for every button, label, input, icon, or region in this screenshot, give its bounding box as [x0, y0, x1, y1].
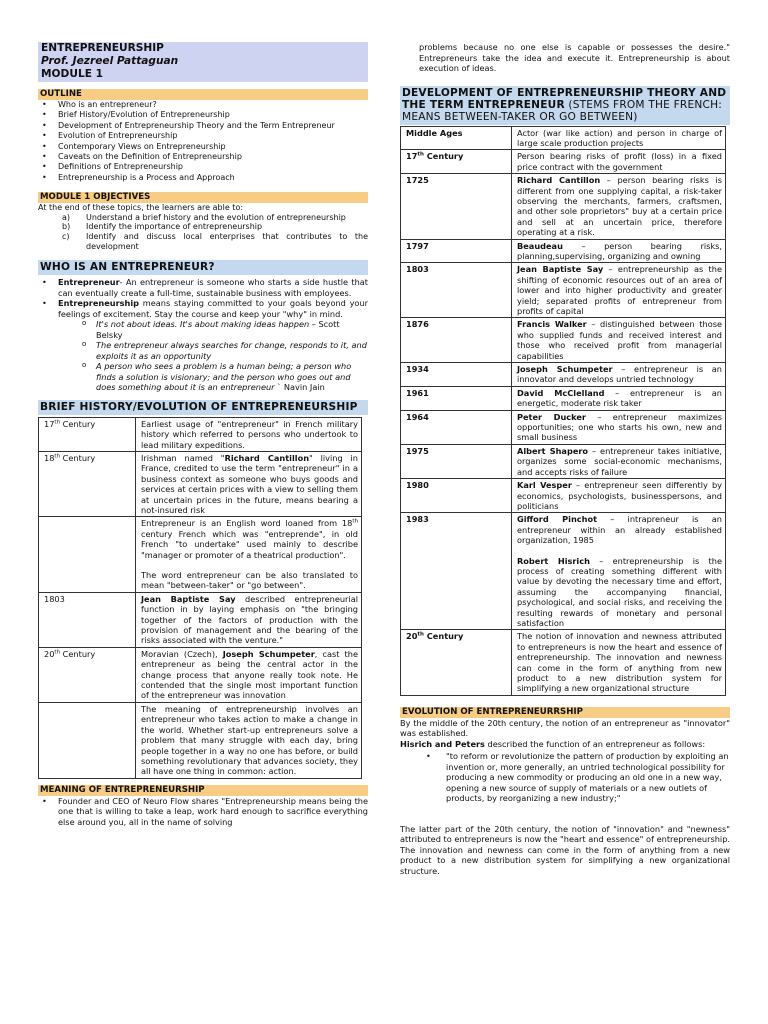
period-label: 1934 [406, 364, 429, 375]
outline-list [38, 100, 368, 183]
table-cell [401, 513, 512, 630]
quote-author: ` Navin Jain [274, 382, 325, 393]
table-row [39, 647, 362, 702]
history-section [38, 400, 368, 779]
objective-text: Identify and discuss local enterprises that contributes to the development [86, 232, 368, 251]
outline-item: • Definitions of Entrepreneurship [38, 162, 368, 172]
period-label: 1975 [406, 445, 429, 456]
table-cell [39, 517, 136, 592]
table-cell [39, 417, 136, 451]
cell-text: – intrapreneur is an entrepreneur within an already established organization, 1985 [517, 514, 723, 546]
cell-text: – person bearing risks is different from one supplying capital, a risk-taker observing the merchants, farmers, craftsmen, and other sole proprietors" buy at a certain price and sell at an uncertain price, therefore operating at a risk. [517, 175, 723, 238]
development-table [400, 126, 726, 696]
table-cell [401, 479, 512, 513]
period-label: 1980 [406, 480, 429, 491]
objectives-list [38, 213, 368, 251]
century-number: 20 [406, 631, 418, 642]
table-cell [512, 318, 726, 363]
cell-text: – entrepreneur is an energetic, moderate risk taker [517, 387, 722, 409]
objective-marker: c) [62, 232, 70, 242]
table-cell [512, 363, 726, 387]
meaning-list [38, 796, 368, 828]
who-term: Entrepreneurship [58, 298, 139, 309]
meaning-heading: MEANING OF ENTREPRENEURSHIP [38, 785, 368, 796]
table-row [401, 126, 726, 150]
century-label: Century [423, 151, 464, 162]
left-column [38, 0, 368, 827]
table-cell [512, 174, 726, 239]
outline-item: • Brief History/Evolution of Entrepreneurship [38, 110, 368, 120]
meaning-continued: problems because no one else is capable or possesses the desire." Entrepreneurs take the idea and execute it. Entrepreneurship is about execution of ideas. [419, 42, 730, 73]
ordinal-suffix: th [54, 453, 61, 460]
century-number: 18 [44, 452, 55, 463]
who-definition: - An entrepreneur is someone who starts a side hustle that can eventually create a full-time, sustainable business with employees. [58, 277, 368, 298]
cell-paragraph [517, 514, 722, 545]
evolution-heading: EVOLUTION OF ENTREPRENEURRSHIP [400, 707, 730, 718]
table-cell [136, 592, 362, 647]
evolution-paragraph: By the middle of the 20th century, the notion of an entrepreneur as "innovator" was established. [400, 717, 730, 739]
table-row [39, 451, 362, 516]
who-term: Entrepreneur [58, 277, 120, 288]
period-label: 1983 [406, 514, 429, 525]
evolution-paragraph [400, 739, 730, 750]
outline-heading: OUTLINE [38, 89, 368, 100]
document-header [38, 42, 368, 82]
right-column [400, 0, 730, 876]
objective-marker: b) [62, 222, 71, 232]
cell-text: – entrepreneur maximizes opportunities; one who starts his own, new and small business [517, 411, 722, 443]
cell-text: Entrepreneur is an English word loaned from 18 [141, 518, 353, 529]
table-row [39, 417, 362, 451]
table-cell: Actor (war like action) and person in charge of large scale production projects [512, 126, 726, 150]
who-item [38, 277, 368, 298]
person-name: Joseph Schumpeter [517, 364, 613, 375]
person-name: Francis Walker [517, 319, 587, 330]
module-title: MODULE 1 [41, 68, 103, 80]
professor-name: Prof. Jezreel Pattaguan [41, 55, 179, 67]
ordinal-suffix: th [417, 631, 424, 638]
table-row [401, 513, 726, 630]
table-cell [401, 630, 512, 695]
century-label: Century [60, 648, 96, 659]
table-row [401, 174, 726, 239]
table-cell: The meaning of entrepreneurship involves an entrepreneur who takes action to make a change in the world. Whether start-up entrepreneurs solve a problem that many struggle with each day, bring people together in a way no one has before, or build something revolutionary that advances society, they all have one thing in common: action. [136, 702, 362, 778]
ordinal-suffix: th [54, 649, 61, 656]
outline-item: • Evolution of Entrepreneurship [38, 131, 368, 141]
table-cell [401, 239, 512, 263]
meaning-section [38, 785, 368, 828]
history-table [38, 417, 362, 779]
table-row [39, 702, 362, 778]
ordinal-suffix: th [352, 518, 358, 525]
table-cell [512, 444, 726, 478]
table-cell [401, 126, 512, 150]
objective-item [62, 213, 368, 223]
table-cell [401, 174, 512, 239]
ordinal-suffix: th [54, 418, 61, 425]
person-name: Robert Hisrich [517, 555, 590, 566]
person-name: Jean Baptiste Say [517, 264, 604, 275]
person-name: Peter Ducker [517, 411, 586, 422]
outline-item: • Contemporary Views on Entrepreneurship [38, 142, 368, 152]
person-name: Richard Cantillon [224, 452, 310, 463]
cell-text: " living in France, credited to use the term "entrepreneur" in a business context as someone who buys goods and services at certain prices with a view to selling them at uncertain prices in the future, means bearing a not-insured risk [141, 452, 358, 515]
person-name: Jean Baptiste Say [141, 593, 236, 604]
cell-text: described entrepreneurial function in by laying emphasis on "the bringing together of the factors of production with the provision of management and the bearing of the risks associated with the venture." [141, 593, 358, 646]
who-list [38, 277, 368, 319]
cell-text: – entrepreneurship as the shifting of economic resources out of an area of lower and into higher productivity and greater yield; separated profits of entrepreneur from profits of capital [517, 264, 722, 316]
table-cell [39, 702, 136, 778]
century-label: Century [423, 631, 464, 642]
person-name: Joseph Schumpeter [222, 648, 315, 659]
objective-marker: a) [62, 212, 71, 222]
cell-text: – entrepreneur takes initiative, organizes some social-economic mechanisms, and accepts risks of failure [517, 445, 723, 477]
history-heading: BRIEF HISTORY/EVOLUTION OF ENTREPRENEURSHIP [38, 400, 368, 415]
person-name: Albert Shapero [517, 445, 589, 456]
century-number: 20 [44, 648, 55, 659]
table-row [39, 592, 362, 647]
table-cell: Person bearing risks of profit (loss) in a fixed price contract with the government [512, 150, 726, 174]
table-row [401, 479, 726, 513]
century-number: 17 [44, 418, 55, 429]
table-row [401, 150, 726, 174]
cell-text: – entrepreneur is an innovator and develops untried technology [517, 364, 722, 385]
table-row [401, 386, 726, 410]
table-cell [401, 363, 512, 387]
paragraph-text: described the function of an entrepreneur as follows: [484, 738, 706, 749]
table-cell [39, 451, 136, 516]
objectives-intro: At the end of these topics, the learners are able to: [38, 203, 244, 213]
cell-paragraph [141, 518, 358, 560]
table-row [39, 517, 362, 592]
evolution-item: • "to reform or revolutionize the pattern of production by exploiting an invention or, more generally, an untried technological possibility for producing a new commodity or producing an old one in a new way, opening a new source of supply of materials or a new outlets of products, by reorganizing a new industry;" [422, 751, 730, 804]
table-row [401, 630, 726, 695]
ordinal-suffix: th [417, 151, 424, 158]
table-cell [136, 647, 362, 702]
table-cell [512, 410, 726, 444]
cell-text: Irishman named " [141, 452, 225, 463]
period-label: 1803 [406, 264, 429, 275]
person-name: Richard Cantillon [517, 175, 601, 186]
quote-item [84, 361, 368, 393]
objective-text: Identify the importance of entrepreneurship [86, 222, 263, 232]
table-cell [512, 513, 726, 630]
table-cell [512, 263, 726, 318]
quote-text: A person who sees a problem is a human being; a person who finds a solution is visionary; and the person who goes out and does something about it is an entrepreneur [96, 361, 352, 393]
table-row [401, 363, 726, 387]
author-names: Hisrich and Peters [400, 738, 485, 749]
cell-text: Moravian (Czech), [141, 648, 223, 659]
table-row [401, 444, 726, 478]
outline-item: • Development of Entrepreneurship Theory and the Term Entrepreneur [38, 121, 368, 131]
objective-item [62, 222, 368, 232]
objective-text: Understand a brief history and the evolution of entrepreneurship [86, 212, 346, 222]
table-cell [401, 150, 512, 174]
person-name: Karl Vesper [517, 480, 572, 491]
outline-section [38, 89, 368, 183]
quote-author: – Scott Belsky [96, 319, 340, 340]
table-row [401, 410, 726, 444]
period-label: Middle Ages [406, 127, 463, 138]
evolution-list [400, 751, 730, 804]
table-cell [512, 386, 726, 410]
table-cell [401, 410, 512, 444]
quote-item [84, 319, 368, 340]
quote-text: The entrepreneur always searches for change, responds to it, and exploits it as an opportunity [96, 340, 367, 361]
objectives-heading: MODULE 1 OBJECTIVES [38, 192, 368, 203]
table-cell [401, 444, 512, 478]
evolution-paragraph: The latter part of the 20th century, the notion of "innovation" and "newness" attributed to entrepreneurs is now the "heart and essence" of entrepreneurship. The innovation and newness can come in the form of anything from a new product to a new distribution system for simplifying a new organizational structure. [400, 823, 730, 876]
quote-list [38, 319, 368, 393]
person-name: Gifford Pinchot [517, 514, 598, 525]
table-row [401, 318, 726, 363]
who-item [38, 298, 368, 319]
quote-item [84, 340, 368, 361]
heading-text: DEVELOPMENT OF ENTREPRENEURSHIP THEORY AND THE TERM ENTREPRENEUR [402, 86, 727, 111]
person-name: Beaudeau [517, 240, 563, 251]
person-name: David McClelland [517, 387, 605, 398]
table-cell [512, 239, 726, 263]
cell-paragraph: The word entrepreneur can be also translated to mean "between-taker" or "go between". [141, 570, 358, 591]
development-section [400, 86, 730, 696]
century-number: 17 [406, 151, 418, 162]
period-label: 1725 [406, 175, 429, 186]
cell-text: , cast the entrepreneur as being the central actor in the change process that anyone really took note. He contended that the single most important function of the entrepreneur was innovation [141, 648, 358, 701]
period-label: 1961 [406, 387, 429, 398]
cell-text: century French which was "entreprende", in old French "to undertake" used mainly to describe "manager or promoter of a theatrical production". [141, 528, 358, 560]
table-cell [136, 451, 362, 516]
table-cell [39, 647, 136, 702]
century-label: Century [60, 418, 96, 429]
who-heading: WHO IS AN ENTREPRENEUR? [38, 260, 368, 275]
who-definition: means staying committed to your goals beyond your feelings of excitement. Stay the course and keep your "why" in mind. [58, 298, 368, 319]
outline-item: • Caveats on the Definition of Entrepreneurship [38, 152, 368, 162]
course-title: ENTREPRENEURSHIP [41, 42, 164, 54]
period-label: 1964 [406, 411, 429, 422]
meaning-item: • Founder and CEO of Neuro Flow shares "Entrepreneurship means being the one that is willing to take a leap, work hard enough to sacrifice everything else around you, all in the name of solving [38, 796, 368, 828]
outline-item: • Entrepreneurship is a Process and Approach [38, 173, 368, 183]
development-heading [400, 86, 730, 125]
period-label: 1797 [406, 240, 429, 251]
heading-subtext: (STEMS FROM THE FRENCH: MEANS BETWEEN-TAKER OR GO BETWEEN) [402, 98, 723, 123]
table-cell [512, 479, 726, 513]
century-label: Century [60, 452, 96, 463]
table-cell: Earliest usage of "entrepreneur" in French military history which referred to persons who undertook to lead military expeditions. [136, 417, 362, 451]
table-row [401, 263, 726, 318]
cell-text: – entrepreneurship is the process of creating something different with value by devoting the necessary time and effort, assuming the accompanying financial, psychological, and social risks, and receiving the resulting rewards of monetary and personal satisfaction [517, 555, 722, 628]
table-cell [401, 263, 512, 318]
cell-text: – person bearing risks, planning,supervising, organizing and owning [517, 240, 722, 261]
outline-item: • Who is an entrepreneur? [38, 100, 368, 110]
quote-text: It's not about ideas. It's about making ideas happen [96, 319, 310, 330]
objectives-section [38, 192, 368, 251]
table-cell: 1803 [39, 592, 136, 647]
cell-text: – distinguished between those who supplied funds and received interest and those who received profit from managerial capabilities [517, 319, 723, 361]
period-label: 1876 [406, 319, 429, 330]
table-cell [401, 318, 512, 363]
who-section [38, 260, 368, 393]
table-cell [136, 517, 362, 592]
evolution-section [400, 707, 730, 877]
cell-paragraph [517, 556, 722, 629]
table-row [401, 239, 726, 263]
table-cell [401, 386, 512, 410]
cell-text: – entrepreneur seen differently by economics, psychologists, businesspersons, and politicians [517, 480, 722, 511]
objective-item [62, 232, 368, 251]
table-cell: The notion of innovation and newness attributed to entrepreneurs is now the heart and essence of entrepreneurship. The innovation and newness can come in the form of anything from new product to a new distribution system for simplifying a new organizational structure [512, 630, 726, 695]
